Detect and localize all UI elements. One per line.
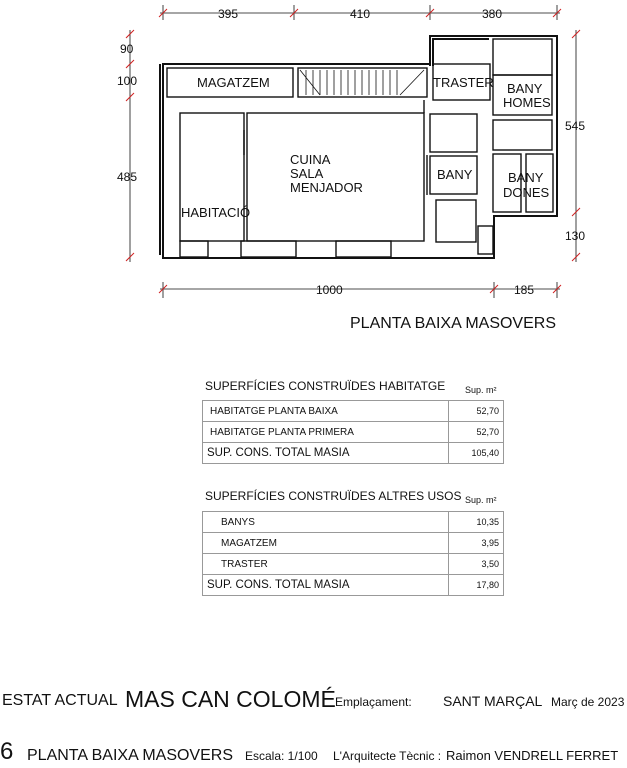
interior-walls — [167, 39, 553, 257]
room-traster: TRASTER — [433, 75, 494, 90]
cell-value: 52,70 — [449, 401, 504, 422]
cell-label: HABITATGE PLANTA PRIMERA — [203, 422, 449, 443]
dim-top-1: 395 — [218, 7, 239, 21]
dim-top-2: 410 — [350, 7, 371, 21]
room-bany-homes-1: BANY — [507, 81, 543, 96]
plan-title: PLANTA BAIXA MASOVERS — [350, 315, 556, 332]
room-bany-dones-1: BANY — [508, 170, 544, 185]
dim-top-3: 380 — [482, 7, 503, 21]
table-habitatge-unit: Sup. m² — [465, 385, 497, 395]
dimension-ticks — [126, 9, 580, 293]
cell-label: TRASTER — [203, 554, 449, 575]
sheet-number: 6 — [0, 738, 14, 765]
table-altres-title: SUPERFÍCIES CONSTRUÏDES ALTRES USOS — [205, 489, 462, 503]
room-bany-homes-2: HOMES — [503, 95, 551, 110]
room-magatzem: MAGATZEM — [197, 75, 270, 90]
table-altres-unit: Sup. m² — [465, 495, 497, 505]
outer-walls — [160, 36, 557, 258]
room-habitacio: HABITACIÓ — [181, 205, 251, 220]
cell-label: SUP. CONS. TOTAL MASIA — [203, 443, 449, 464]
dim-bottom-1: 1000 — [316, 283, 343, 297]
emplacament-label: Emplaçament: — [335, 695, 412, 709]
cell-label: SUP. CONS. TOTAL MASIA — [203, 575, 449, 596]
cell-label: MAGATZEM — [203, 533, 449, 554]
room-bany-dones-2: DONES — [503, 185, 550, 200]
cell-value: 3,95 — [449, 533, 504, 554]
dim-right-1: 545 — [565, 119, 586, 133]
date: Març de 2023 — [551, 695, 625, 709]
dim-left-1: 90 — [120, 42, 134, 56]
cell-value: 52,70 — [449, 422, 504, 443]
project-name: MAS CAN COLOMÉ — [125, 686, 336, 712]
emplacament-value: SANT MARÇAL — [443, 693, 543, 709]
room-cuina-2: SALA — [290, 166, 324, 181]
cell-value: 3,50 — [449, 554, 504, 575]
cell-label: BANYS — [203, 512, 449, 533]
table-habitatge-title: SUPERFÍCIES CONSTRUÏDES HABITATGE — [205, 379, 446, 393]
table-row — [203, 401, 504, 422]
cell-value: 105,40 — [449, 443, 504, 464]
dim-left-3: 485 — [117, 170, 138, 184]
table-row — [203, 422, 504, 443]
architect-label: L'Arquitecte Tècnic : — [333, 749, 442, 763]
room-cuina-1: CUINA — [290, 152, 331, 167]
floor-plan — [0, 0, 627, 340]
table-altres — [202, 511, 504, 596]
stair-treads — [300, 70, 424, 95]
table-total-row — [203, 443, 504, 464]
table-row — [203, 533, 504, 554]
table-row — [203, 512, 504, 533]
cell-value: 17,80 — [449, 575, 504, 596]
table-habitatge — [202, 400, 504, 464]
room-cuina-3: MENJADOR — [290, 180, 363, 195]
dim-left-2: 100 — [117, 74, 138, 88]
sheet-title: PLANTA BAIXA MASOVERS — [27, 747, 233, 764]
table-row — [203, 554, 504, 575]
cell-value: 10,35 — [449, 512, 504, 533]
architect-name: Raimon VENDRELL FERRET — [446, 748, 619, 763]
dim-right-2: 130 — [565, 229, 586, 243]
table-total-row — [203, 575, 504, 596]
room-bany: BANY — [437, 167, 473, 182]
scale: Escala: 1/100 — [245, 749, 318, 763]
estat-label: ESTAT ACTUAL — [2, 692, 118, 709]
dim-bottom-2: 185 — [514, 283, 535, 297]
dimension-lines — [130, 5, 576, 298]
cell-label: HABITATGE PLANTA BAIXA — [203, 401, 449, 422]
